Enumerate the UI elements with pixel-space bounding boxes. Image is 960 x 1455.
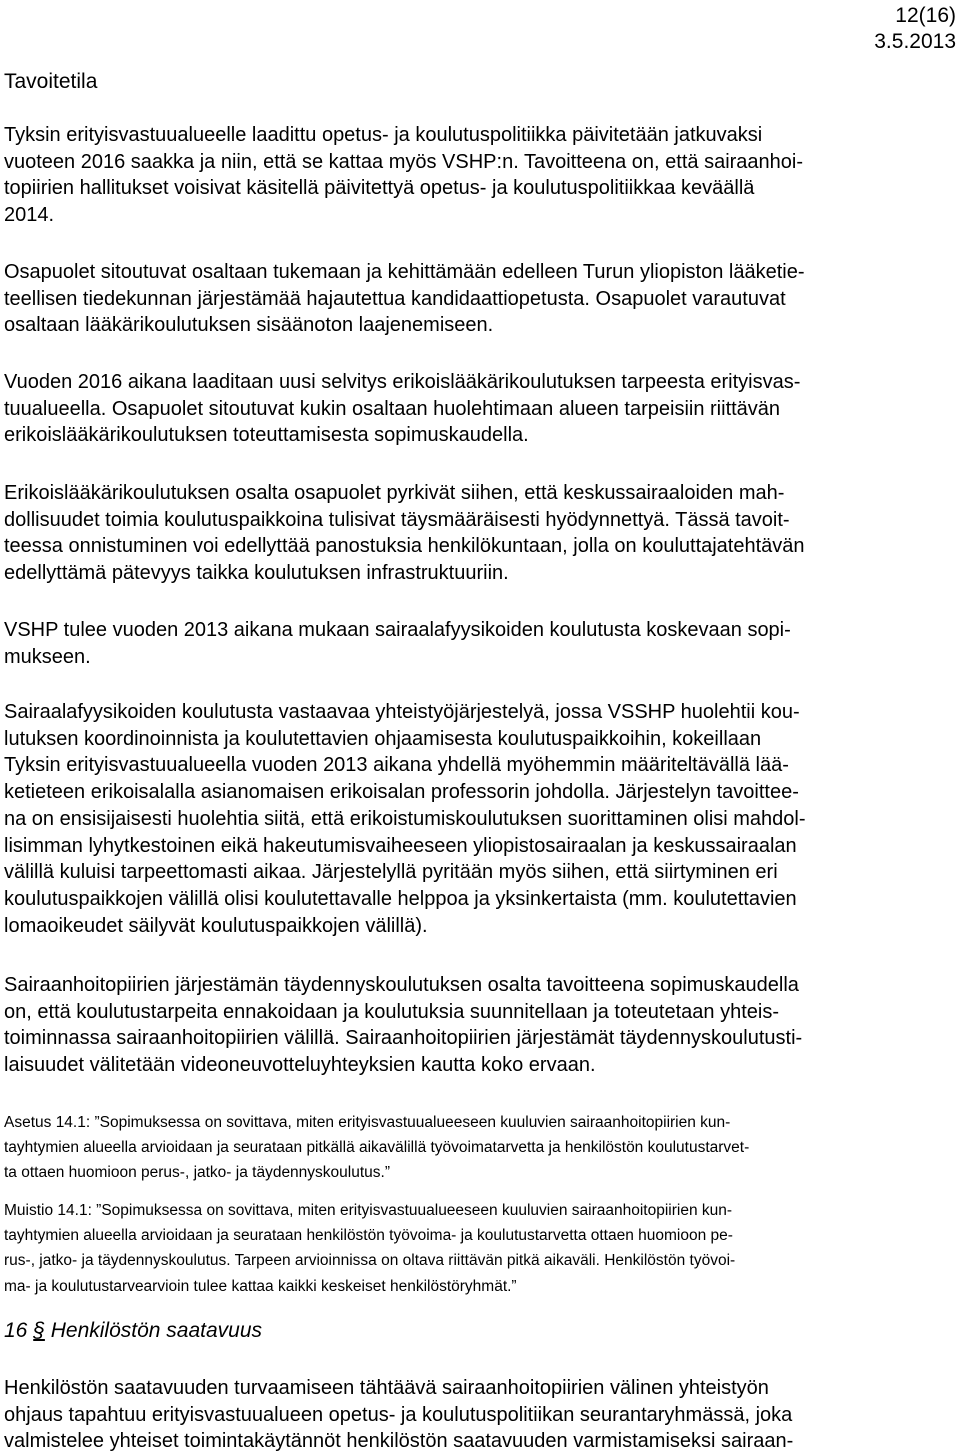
page-number: 12(16) [895,4,956,27]
text-line: Vuoden 2016 aikana laaditaan uusi selvitys erikoislääkärikoulutuksen tarpeesta erityisvas- [4,371,801,393]
text-line: ta ottaen huomioon perus-, jatko- ja täydennyskoulutus.” [4,1164,391,1182]
text-line: välillä kuluisi tarpeettomasti aikaa. Järjestelyllä pyritään myös siihen, että siirtyminen eri [4,861,778,884]
section-label: Tavoitetila [4,70,98,93]
text-line: Asetus 14.1: ”Sopimuksessa on sovittava, miten erityisvastuualueeseen kuuluvien sairaanhoitopiirien kun- [4,1114,731,1131]
text-line: Sairaalafyysikoiden koulutusta vastaavaa yhteistyöjärjestelyä, jossa VSSHP huolehtii kou- [4,701,800,723]
text-line: VSHP tulee vuoden 2013 aikana mukaan sairaalafyysikoiden koulutusta koskevaan sopi- [4,619,791,641]
text-line: teellisen tiedekunnan järjestämää hajautettua kandidaattiopetusta. Osapuolet varautuvat [4,287,786,310]
section-number: 16 [4,1319,28,1342]
text-line: ohjaus tapahtuu erityisvastuualueen opetus- ja koulutuspolitiikan seurantaryhmässä, joka [4,1403,793,1426]
text-line: Sairaanhoitopiirien järjestämän täydennyskoulutuksen osalta tavoitteena sopimuskaudella [4,974,799,996]
note-asetus [4,1110,956,1186]
text-line: na on ensisijaisesti huolehtia siitä, että erikoistumiskoulutuksen suorittaminen olisi mahdol- [4,807,806,830]
paragraph-physicist-cooperation [4,699,956,939]
text-line: lutuksen koordinoinnista ja koulutettavien ohjaamisesta koulutuspaikkoihin, kokeillaan [4,727,762,750]
text-line: 2014. [4,204,55,227]
text-line: koulutuspaikkojen välillä olisi koulutettavalle helppoa ja yksinkertaista (mm. koulutettavien [4,887,797,910]
text-line: osaltaan lääkärikoulutuksen sisäänoton laajenemiseen. [4,314,494,337]
text-line: Tyksin erityisvastuualueella vuoden 2013 aikana yhdellä myöhemmin määriteltävällä lää- [4,754,789,777]
text-line: mukseen. [4,645,91,668]
section-title: Henkilöstön saatavuus [50,1319,263,1342]
text-line: laisuudet välitetään videoneuvotteluyhteyksien kautta koko ervaan. [4,1054,596,1077]
section-heading [4,1318,262,1344]
paragraph-specialist-survey [4,369,956,449]
paragraph-central-hospitals [4,480,956,587]
text-line: teessa onnistuminen voi edellyttää panostuksia henkilökuntaan, jolla on kouluttajatehtävän [4,535,805,558]
paragraph-continuing-education [4,972,956,1079]
text-line: ma- ja koulutustarvearvioin tulee kattaa kaikki keskeiset henkilöstöryhmät.” [4,1277,517,1295]
text-line: vuoteen 2016 saakka ja niin, että se kattaa myös VSHP:n. Tavoitteena on, että sairaanhoi- [4,150,804,173]
text-line: Erikoislääkärikoulutuksen osalta osapuolet pyrkivät siihen, että keskussairaaloiden mah- [4,482,785,504]
text-line: edellyttämä pätevyys taikka koulutuksen infrastruktuuriin. [4,562,509,585]
document-date: 3.5.2013 [874,30,956,53]
text-line: valmistelee yhteiset toimintakäytännöt henkilöstön saatavuuden varmistamiseksi sairaan- [4,1430,794,1453]
text-line: lisimman lyhytkestoinen eikä hakeutumisvaiheeseen yliopistosairaalan ja keskussairaalan [4,834,797,857]
text-line: ketieteen erikoisalalla asianomaisen erikoisalan professorin johdolla. Järjestelyn tavoittee- [4,781,799,804]
text-line: tayhtymien alueella arvioidaan ja seurataan pitkällä aikavälillä työvoimatarvetta ja henkilöstön koulutustarvet- [4,1139,750,1157]
section-symbol: § [33,1319,45,1342]
text-line: rus-, jatko- ja täydennyskoulutus. Tarpeen arvioinnissa on oltava riittävän pitkä aikaväli. Henkilöstön työvoi- [4,1252,736,1270]
text-line: lomaoikeudet säilyvät koulutuspaikkojen välillä). [4,914,428,937]
paragraph-policy-update [4,122,956,229]
text-line: erikoislääkärikoulutuksen toteuttamisesta sopimuskaudella. [4,424,529,447]
text-line: dollisuudet toimia koulutuspaikkoina tulisivat täysmääräisesti hyödynnettyä. Tässä tavoit- [4,508,790,531]
text-line: Muistio 14.1: ”Sopimuksessa on sovittava, miten erityisvastuualueeseen kuuluvien sairaanhoitopiirien kun- [4,1202,733,1219]
paragraph-vshp-physicists [4,617,956,670]
note-muistio [4,1198,956,1299]
text-line: on, että koulutustarpeita ennakoidaan ja koulutuksia suunnitellaan ja toteutetaan yhteis- [4,1000,779,1023]
text-line: tayhtymien alueella arvioidaan ja seurataan henkilöstön työvoima- ja koulutustarvetta ottaen huomioon pe- [4,1227,733,1245]
paragraph-undergraduate-teaching [4,259,956,339]
text-line: toiminnassa sairaanhoitopiirien välillä. Sairaanhoitopiirien järjestämät täydennyskoulutusti- [4,1027,803,1050]
text-line: Henkilöstön saatavuuden turvaamiseen tähtäävä sairaanhoitopiirien välinen yhteistyön [4,1377,769,1399]
text-line: topiirien hallitukset voisivat käsitellä päivitettyä opetus- ja koulutuspolitiikkaa keväällä [4,177,755,200]
text-line: tuualueella. Osapuolet sitoutuvat kukin osaltaan huolehtimaan alueen tarpeisiin riittävän [4,397,781,420]
paragraph-staff-availability [4,1375,956,1455]
text-line: Osapuolet sitoutuvat osaltaan tukemaan ja kehittämään edelleen Turun yliopiston lääketie- [4,261,805,283]
text-line: Tyksin erityisvastuualueelle laadittu opetus- ja koulutuspolitiikka päivitetään jatkuvaksi [4,124,763,146]
